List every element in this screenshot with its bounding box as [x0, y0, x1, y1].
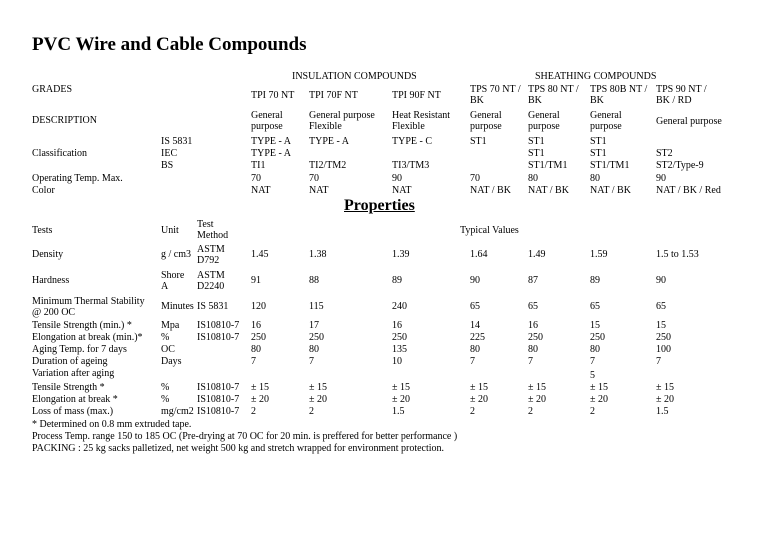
typical-value: 1.59 — [590, 249, 608, 260]
test-method: IS10810-7 — [197, 382, 240, 393]
typical-value: 65 — [528, 301, 538, 312]
grade-bs: TI2/TM2 — [309, 160, 347, 171]
grade-description: purpose — [251, 121, 283, 132]
test-method-header: Method — [197, 230, 229, 241]
typical-value: 80 — [470, 344, 480, 355]
typical-value: ± 15 — [309, 382, 327, 393]
test-unit: mg/cm2 — [161, 406, 194, 417]
typical-value: ± 20 — [528, 394, 546, 405]
test-name: Hardness — [32, 275, 70, 286]
grades-label: GRADES — [32, 84, 73, 95]
typical-value: 2 — [528, 406, 533, 417]
test-name: Aging Temp. for 7 days — [32, 344, 127, 355]
grade-is5831: ST1 — [590, 136, 607, 147]
grade-description: General purpose — [656, 116, 722, 127]
typical-value: 7 — [309, 356, 314, 367]
typical-value: 1.5 — [392, 406, 405, 417]
sheathing-compounds-label: SHEATHING COMPOUNDS — [535, 71, 657, 82]
grade-description: General — [528, 110, 560, 121]
grade-name: TPS 80B NT / — [590, 84, 648, 95]
grade-is5831: ST1 — [470, 136, 487, 147]
grade-color: NAT / BK — [528, 185, 569, 196]
classification-label: Classification — [32, 148, 87, 159]
test-method-header: Test — [197, 219, 214, 230]
typical-value: 240 — [392, 301, 407, 312]
typical-value: 120 — [251, 301, 266, 312]
test-name: Variation after aging — [32, 368, 115, 379]
grade-is5831: TYPE - C — [392, 136, 432, 147]
typical-value: ± 20 — [309, 394, 327, 405]
grade-description: General — [251, 110, 283, 121]
typical-value: 5 — [590, 370, 595, 381]
typical-value: ± 15 — [528, 382, 546, 393]
test-method: IS10810-7 — [197, 320, 240, 331]
test-name: Tensile Strength (min.) * — [32, 320, 132, 331]
typical-value: 2 — [309, 406, 314, 417]
test-unit: % — [161, 332, 170, 343]
typical-value: 7 — [251, 356, 256, 367]
typical-value: 89 — [590, 275, 600, 286]
test-method: IS10810-7 — [197, 394, 240, 405]
grade-color: NAT — [392, 185, 412, 196]
tests-header: Tests — [32, 225, 53, 236]
footnote: Process Temp. range 150 to 185 OC (Pre-drying at 70 OC for 20 min. is preffered for better performance ) — [32, 431, 458, 442]
test-unit: % — [161, 394, 170, 405]
typical-value: 250 — [392, 332, 407, 343]
test-name: @ 200 OC — [32, 307, 76, 318]
typical-value: 14 — [470, 320, 480, 331]
typical-value: ± 15 — [392, 382, 410, 393]
grade-name: BK — [590, 95, 604, 106]
grade-color: NAT — [309, 185, 329, 196]
test-unit: Days — [161, 356, 182, 367]
page-title: PVC Wire and Cable Compounds — [32, 34, 307, 55]
typical-value: 17 — [309, 320, 319, 331]
test-method: IS 5831 — [197, 301, 229, 312]
grade-op-temp: 80 — [590, 173, 600, 184]
typical-value: 250 — [251, 332, 266, 343]
grade-name: BK — [470, 95, 484, 106]
typical-value: 1.45 — [251, 249, 269, 260]
grade-op-temp: 70 — [309, 173, 319, 184]
grade-color: NAT / BK / Red — [656, 185, 721, 196]
typical-value: 250 — [309, 332, 324, 343]
typical-value: 90 — [470, 275, 480, 286]
grade-description: Heat Resistant — [392, 110, 451, 121]
typical-value: 90 — [656, 275, 666, 286]
typical-value: 80 — [590, 344, 600, 355]
operating-temp-label: Operating Temp. Max. — [32, 173, 123, 184]
footnote: * Determined on 0.8 mm extruded tape. — [32, 419, 192, 430]
typical-value: 1.49 — [528, 249, 546, 260]
grade-description: General — [470, 110, 502, 121]
properties-heading: Properties — [344, 197, 415, 214]
typical-value: 7 — [470, 356, 475, 367]
test-method: D792 — [197, 255, 220, 266]
standard-iec: IEC — [161, 148, 178, 159]
grade-color: NAT / BK — [470, 185, 511, 196]
test-unit: OC — [161, 344, 175, 355]
typical-value: 80 — [309, 344, 319, 355]
typical-value: 89 — [392, 275, 402, 286]
test-method: ASTM — [197, 270, 225, 281]
test-method: ASTM — [197, 244, 225, 255]
insulation-compounds-label: INSULATION COMPOUNDS — [292, 71, 417, 82]
typical-values-header: Typical Values — [460, 225, 519, 236]
typical-value: 7 — [528, 356, 533, 367]
description-label: DESCRIPTION — [32, 115, 98, 126]
grade-bs: ST2/Type-9 — [656, 160, 704, 171]
grade-bs: TI1 — [251, 160, 266, 171]
typical-value: ± 20 — [392, 394, 410, 405]
typical-value: ± 20 — [251, 394, 269, 405]
test-unit: g / cm3 — [161, 249, 191, 260]
footnote: PACKING : 25 kg sacks palletized, net weight 500 kg and stretch wrapped for environment protection. — [32, 443, 445, 454]
grade-color: NAT / BK — [590, 185, 631, 196]
typical-value: 250 — [528, 332, 543, 343]
typical-value: 80 — [251, 344, 261, 355]
grade-is5831: ST1 — [528, 136, 545, 147]
test-unit: Minutes — [161, 301, 194, 312]
typical-value: 88 — [309, 275, 319, 286]
typical-value: 16 — [528, 320, 538, 331]
grade-name: TPS 90 NT / — [656, 84, 707, 95]
standard-bs: BS — [161, 160, 174, 171]
typical-value: ± 20 — [656, 394, 674, 405]
typical-value: ± 20 — [470, 394, 488, 405]
test-name: Elongation at break (min.)* — [32, 332, 143, 343]
grade-op-temp: 80 — [528, 173, 538, 184]
typical-value: 115 — [309, 301, 324, 312]
grade-op-temp: 90 — [392, 173, 402, 184]
grade-name: TPI 70 NT — [251, 90, 295, 101]
grade-color: NAT — [251, 185, 271, 196]
test-name: Duration of ageing — [32, 356, 108, 367]
grade-name: TPS 70 NT / — [470, 84, 521, 95]
typical-value: 7 — [590, 356, 595, 367]
typical-value: 2 — [470, 406, 475, 417]
grade-name: BK — [528, 95, 542, 106]
typical-value: 65 — [656, 301, 666, 312]
test-unit: % — [161, 382, 170, 393]
grade-is5831: TYPE - A — [309, 136, 349, 147]
grade-description: Flexible — [392, 121, 425, 132]
typical-value: 2 — [590, 406, 595, 417]
typical-value: 15 — [590, 320, 600, 331]
typical-value: ± 15 — [251, 382, 269, 393]
typical-value: 135 — [392, 344, 407, 355]
grade-description: purpose — [528, 121, 560, 132]
test-unit: Shore — [161, 270, 185, 281]
grade-op-temp: 90 — [656, 173, 666, 184]
test-name: Density — [32, 249, 64, 260]
typical-value: ± 15 — [590, 382, 608, 393]
grade-bs: TI3/TM3 — [392, 160, 430, 171]
grade-bs: ST1/TM1 — [590, 160, 630, 171]
typical-value: 1.5 — [656, 406, 669, 417]
typical-value: 1.38 — [309, 249, 327, 260]
grade-description: purpose — [470, 121, 502, 132]
grade-is5831: TYPE - A — [251, 136, 291, 147]
test-method: IS10810-7 — [197, 332, 240, 343]
grade-description: purpose — [590, 121, 622, 132]
typical-value: 1.39 — [392, 249, 410, 260]
test-name: Minimum Thermal Stability — [32, 296, 145, 307]
standard-is5831: IS 5831 — [161, 136, 193, 147]
test-name: Elongation at break * — [32, 394, 118, 405]
typical-value: 16 — [392, 320, 402, 331]
typical-value: 250 — [590, 332, 605, 343]
typical-value: 15 — [656, 320, 666, 331]
test-unit: Mpa — [161, 320, 180, 331]
typical-value: ± 20 — [590, 394, 608, 405]
grade-bs: ST1/TM1 — [528, 160, 568, 171]
typical-value: 1.64 — [470, 249, 488, 260]
test-method: D2240 — [197, 281, 225, 292]
typical-value: 1.5 to 1.53 — [656, 249, 699, 260]
grade-description: General — [590, 110, 622, 121]
typical-value: 87 — [528, 275, 538, 286]
typical-value: 16 — [251, 320, 261, 331]
grade-name: BK / RD — [656, 95, 692, 106]
test-name: Tensile Strength * — [32, 382, 105, 393]
typical-value: 7 — [656, 356, 661, 367]
typical-value: 10 — [392, 356, 402, 367]
test-method: IS10810-7 — [197, 406, 240, 417]
unit-header: Unit — [161, 225, 179, 236]
grade-op-temp: 70 — [470, 173, 480, 184]
typical-value: 2 — [251, 406, 256, 417]
grade-iec: ST1 — [528, 148, 545, 159]
typical-value: 250 — [656, 332, 671, 343]
color-label: Color — [32, 185, 55, 196]
test-name: Loss of mass (max.) — [32, 406, 114, 417]
grade-description: Flexible — [309, 121, 342, 132]
typical-value: 225 — [470, 332, 485, 343]
grade-op-temp: 70 — [251, 173, 261, 184]
typical-value: ± 15 — [470, 382, 488, 393]
grade-description: General purpose — [309, 110, 375, 121]
grade-name: TPS 80 NT / — [528, 84, 579, 95]
grade-iec: TYPE - A — [251, 148, 291, 159]
grade-name: TPI 70F NT — [309, 90, 358, 101]
typical-value: 65 — [590, 301, 600, 312]
test-unit: A — [161, 281, 169, 292]
grade-iec: ST2 — [656, 148, 673, 159]
grade-iec: ST1 — [590, 148, 607, 159]
typical-value: 65 — [470, 301, 480, 312]
typical-value: ± 15 — [656, 382, 674, 393]
typical-value: 100 — [656, 344, 671, 355]
typical-value: 91 — [251, 275, 261, 286]
typical-value: 80 — [528, 344, 538, 355]
grade-name: TPI 90F NT — [392, 90, 441, 101]
